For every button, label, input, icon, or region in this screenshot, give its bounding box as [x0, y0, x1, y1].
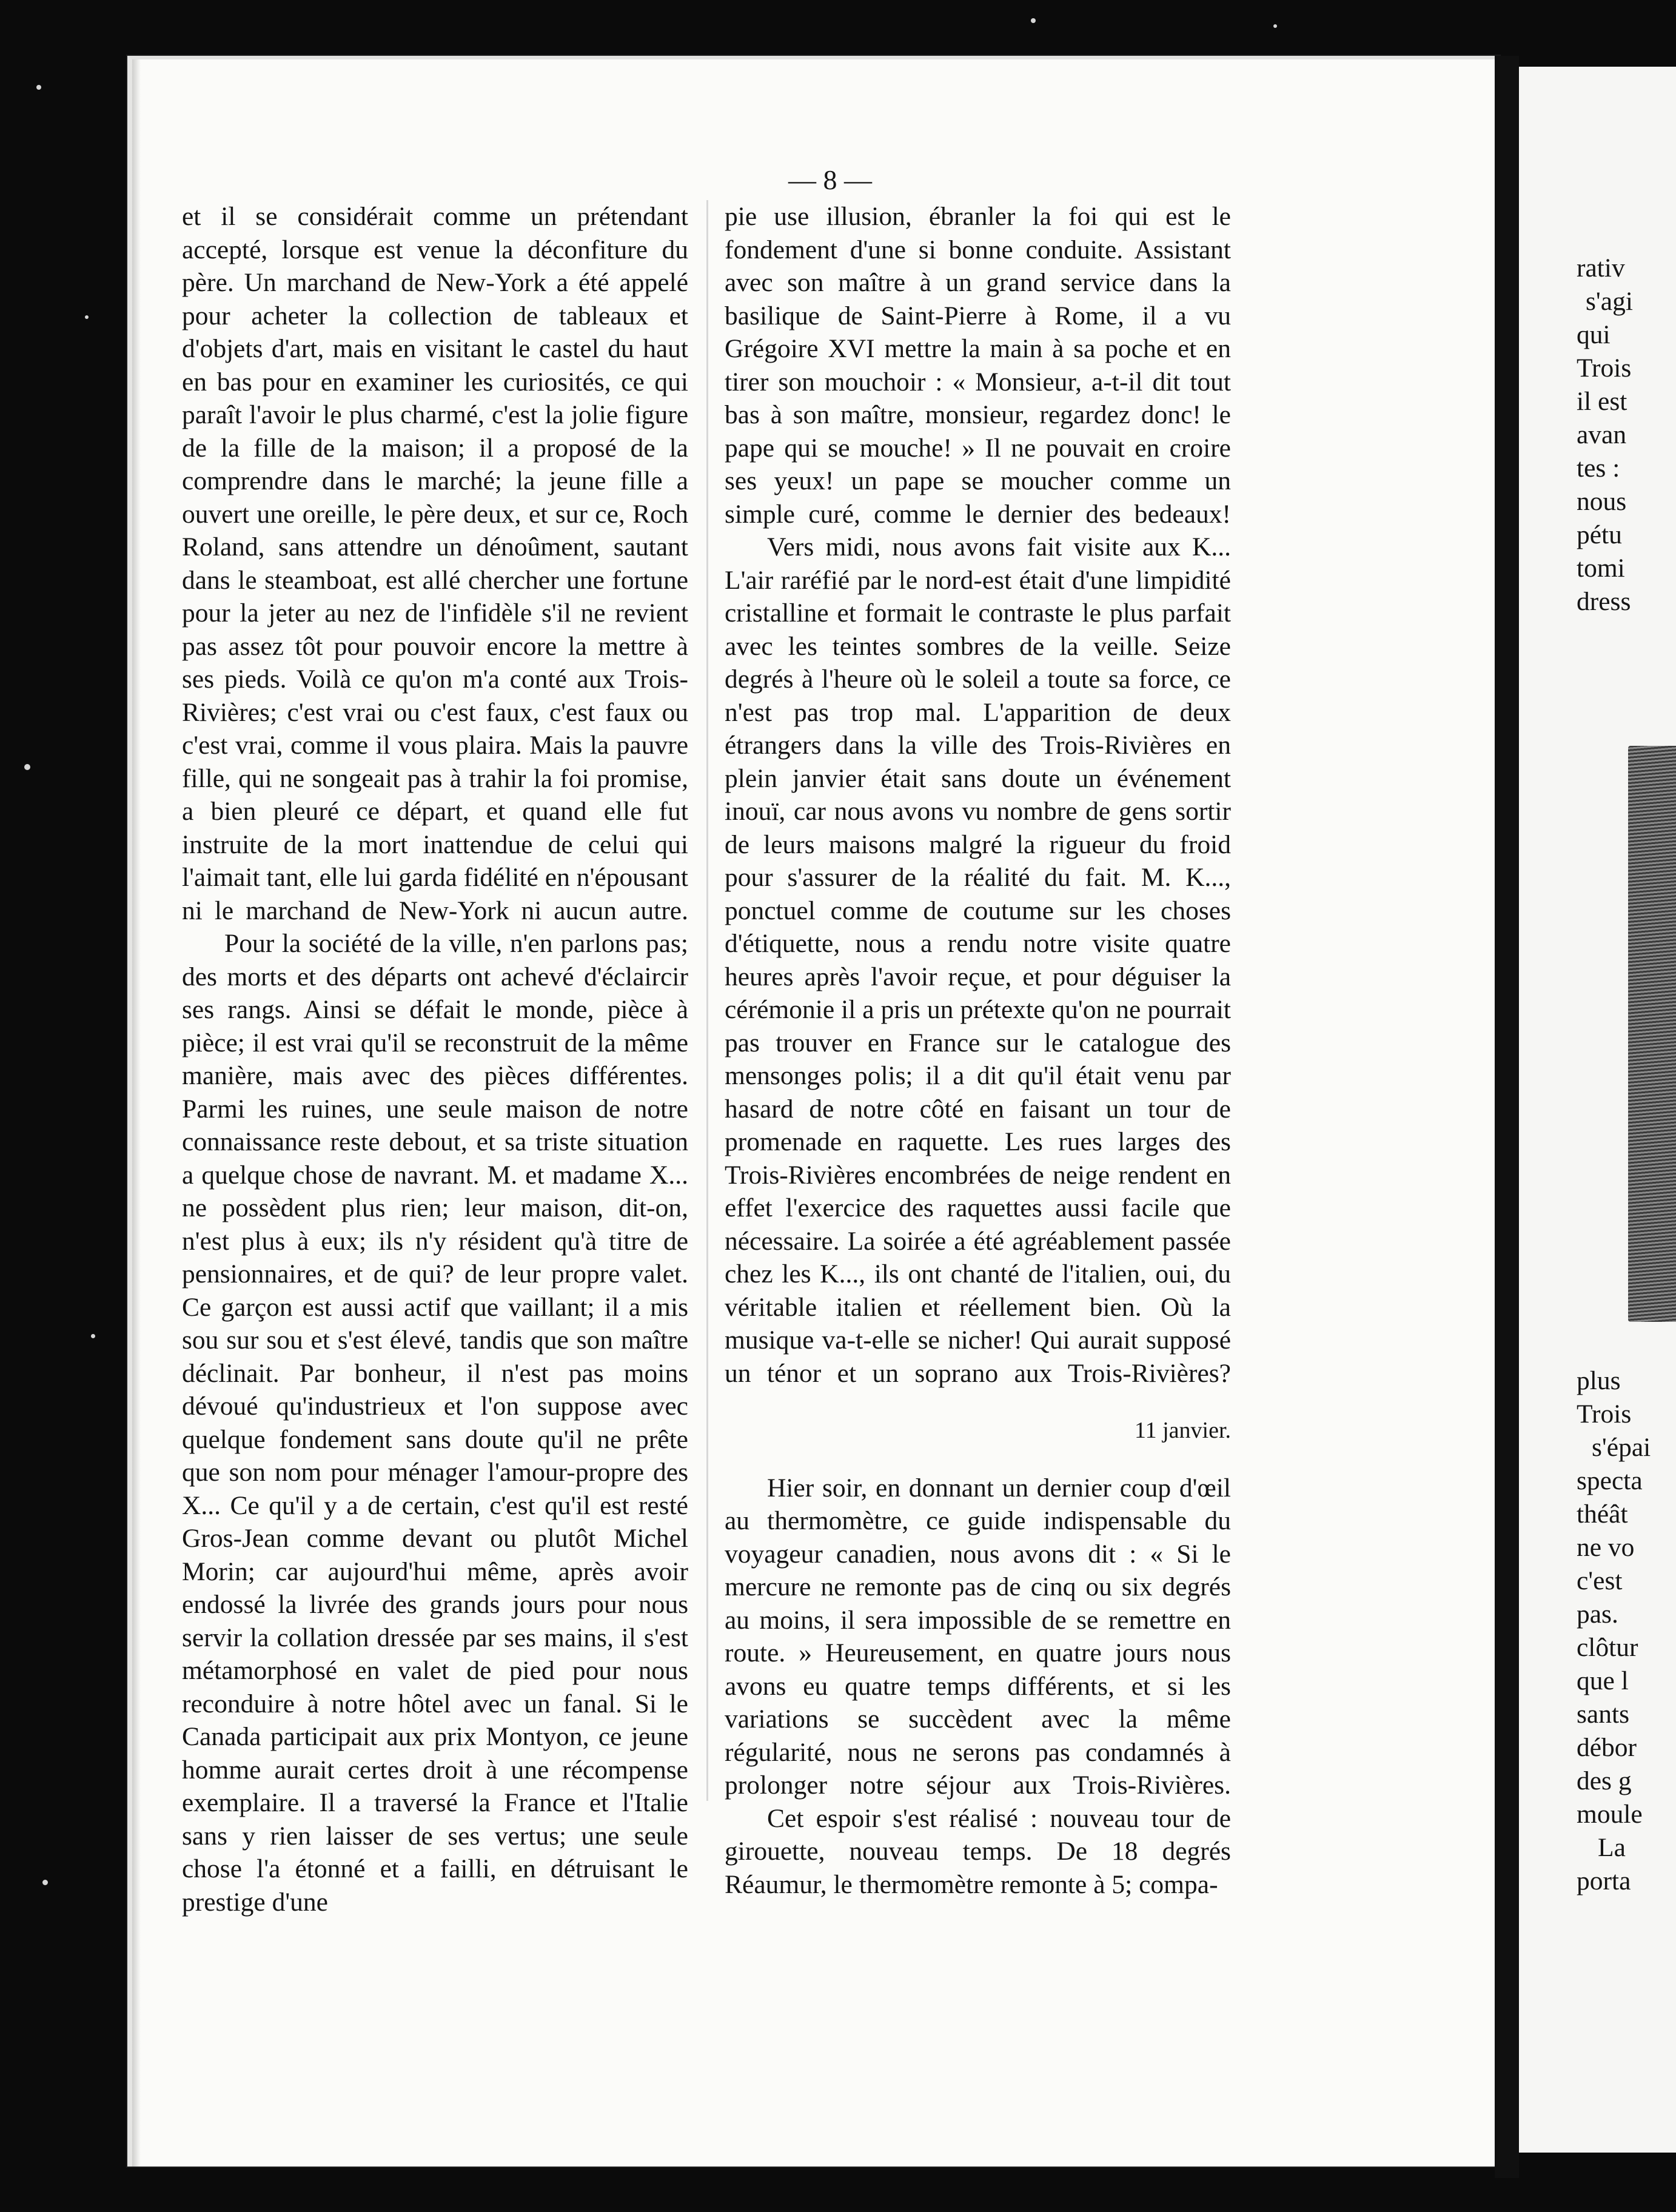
fragment: specta [1577, 1466, 1643, 1495]
fragment: pétu [1577, 520, 1622, 549]
fragment: s'épai [1592, 1433, 1651, 1462]
fragment: Trois [1577, 354, 1632, 383]
background-speck [85, 315, 89, 319]
fragment: ne vo [1577, 1533, 1635, 1562]
fragment: porta [1577, 1866, 1631, 1895]
page-number: — 8 — [788, 164, 872, 195]
fragment: qui [1577, 320, 1611, 349]
fragment: Trois [1577, 1399, 1632, 1429]
right-paragraph: Hier soir, en donnant un dernier coup d'œil au thermomètre, ce guide indispensable du voyageur canadien, nous avons dit : « Si le mercure ne remonte pas de cinq ou six degrés au moins, il sera impossible de se remettre en route. » Heureusement, en quatre jours nous avons eu quatre temps différents, et si les variations se succèdent avec la même régularité, nous ne serons pas condamnés à prolonger notre séjour aux Trois-Rivières. [725, 1473, 1231, 1800]
fragment: dress [1577, 587, 1631, 616]
background-speck [91, 1334, 95, 1338]
dateline: 11 janvier. [1135, 1418, 1231, 1443]
fragment: débor [1577, 1733, 1637, 1762]
fragment: il est [1577, 387, 1627, 416]
background-speck [24, 764, 30, 770]
column-divider [706, 200, 708, 1801]
background-speck [1273, 24, 1277, 28]
left-text-column [182, 200, 688, 1919]
left-paragraph: Pour la société de la ville, n'en parlons pas; des morts et des départs ont achevé d'éclaircir ses rangs. Ainsi se défait le monde, pièce à pièce; il est vrai qu'il se reconstruit de la même manière, mais avec des pièces différentes. Parmi les ruines, une seule maison de notre connaissance reste debout, et sa triste situation a quelque chose de navrant. M. et madame X... ne possèdent plus rien; leur maison, dit-on, n'est plus à eux; ils n'y résident qu'à titre de pensionnaires, et de qui? de leur propre valet. Ce garçon est aussi actif que vaillant; il a mis sou sur sou et s'est élevé, tandis que son maître déclinait. Par bonheur, il n'est pas moins dévoué qu'industrieux et l'on suppose avec quelque fondement sans doute qu'il ne prête que son nom pour ménager l'amour-propre des X... Ce qu'il y a de certain, c'est qu'il est resté Gros-Jean comme devant ou plutôt Michel Morin; car aujourd'hui même, après avoir endossé la livrée des grands jours pour nous servir la collation dressée par ses mains, il s'est métamorphosé en valet de pied pour nous reconduire à notre hôtel avec un fanal. Si le Canada participait aux prix Montyon, ce jeune homme aurait certes droit à une récompense exemplaire. Il a traversé la France et l'Italie sans y rien laisser de ses vertus; une seule chose l'a étonné et a failli, en détruisant le prestige d'une [182, 929, 688, 1917]
engraving-illustration [1628, 746, 1676, 1322]
left-paragraph: et il se considérait comme un prétendant accepté, lorsque est venue la déconfiture du père. Un marchand de New-York a été appelé pour acheter la collection de tableaux et d'objets d'art, mais en visitant le castel du haut en bas pour en examiner les curiosités, ce qui paraît l'avoir le plus charmé, c'est la jolie figure de la fille de la maison; il a proposé de la comprendre dans le marché; la jeune fille a ouvert une oreille, le père deux, et sur ce, Roch Roland, sans attendre un dénoûment, sautant dans le steamboat, est allé chercher une fortune pour la jeter au nez de l'infidèle s'il ne revient pas assez tôt pour pouvoir encore la mettre à ses pieds. Voilà ce qu'on m'a conté aux Trois-Rivières; c'est vrai ou c'est faux, c'est faux ou c'est vrai, comme il vous plaira. Mais la pauvre fille, qui ne songeait pas à trahir la foi promise, a bien pleuré ce départ, et quand elle fut instruite de la mort inattendue de celui qui l'aimait tant, elle lui garda fidélité en n'épousant ni le marchand de New-York ni aucun autre. [182, 202, 688, 925]
page-edge-shadow [132, 59, 141, 2167]
book-gutter [1495, 56, 1519, 2178]
adjacent-page [1519, 67, 1676, 2153]
right-paragraph: pie use illusion, ébranler la foi qui est le fondement d'une si bonne conduite. Assistant avec son maître à un grand service dans la basilique de Saint-Pierre à Rome, il a vu Grégoire XVI mettre la main à sa poche et en tirer son mouchoir : « Monsieur, a-t-il dit tout bas à son maître, monsieur, regardez donc! le pape qui se mouche! » Il ne pouvait en croire ses yeux! un pape se moucher comme un simple curé, comme le dernier des bedeaux! [725, 202, 1231, 529]
fragment: clôtur [1577, 1633, 1638, 1662]
fragment: La [1598, 1833, 1626, 1862]
fragment: s'agi [1586, 287, 1633, 316]
fragment: tomi [1577, 554, 1625, 583]
fragment: des g [1577, 1766, 1632, 1795]
fragment: sants [1577, 1700, 1629, 1729]
fragment: c'est [1577, 1566, 1623, 1595]
fragment: tes : [1577, 454, 1620, 483]
right-paragraph: Cet espoir s'est réalisé : nouveau tour de girouette, nouveau temps. De 18 degrés Réaumur, le thermomètre remonte à 5; compa- [725, 1803, 1231, 1899]
background-speck [42, 1880, 48, 1885]
right-text-column [725, 200, 1231, 1901]
fragment: pas. [1577, 1600, 1618, 1629]
fragment: moule [1577, 1800, 1643, 1829]
fragment: rativ [1577, 253, 1625, 283]
fragment: nous [1577, 487, 1627, 516]
fragment: plus [1577, 1366, 1621, 1395]
right-paragraph: Vers midi, nous avons fait visite aux K... L'air raréfié par le nord-est était d'une limpidité cristalline et formait le contraste le plus parfait avec les teintes sombres de la veille. Seize degrés à l'heure où le soleil a toute sa force, ce n'est pas trop mal. L'apparition de deux étrangers dans la ville des Trois-Rivières en plein janvier était sans doute un événement inouï, car nous avons vu nombre de gens sortir de leurs maisons malgré la rigueur du froid pour s'assurer de la réalité du fait. M. K..., ponctuel comme de coutume sur les choses d'étiquette, nous a rendu notre visite quatre heures après l'avoir reçue, et pour déguiser la cérémonie il a pris un prétexte qu'on ne pourrait pas trouver en France sur le catalogue des mensonges polis; il a dit qu'il était venu par hasard de notre côté en faisant un tour de promenade en raquette. Les rues larges des Trois-Rivières encombrées de neige rendent en effet l'exercice des raquettes aussi facile que nécessaire. La soirée a été agréablement passée chez les K..., ils ont chanté de l'italien, oui, du véritable italien et réellement bien. Où la musique va-t-elle se nicher! Qui aurait supposé un ténor et un soprano aux Trois-Rivières? [725, 532, 1231, 1388]
fragment: avan [1577, 420, 1627, 449]
background-speck [36, 85, 41, 90]
fragment: théât [1577, 1500, 1628, 1529]
fragment: que l [1577, 1666, 1629, 1695]
background-speck [1031, 18, 1036, 23]
